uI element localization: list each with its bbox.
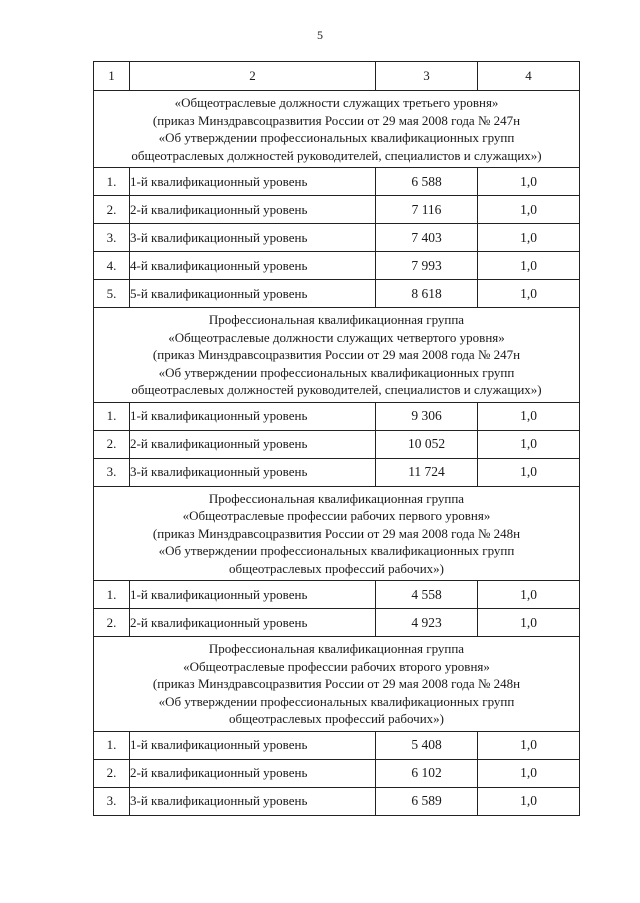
qualification-level: 1-й квалификационный уровень: [130, 731, 376, 759]
table-row: [94, 168, 580, 196]
row-number: 1.: [94, 168, 130, 196]
coefficient-value: 1,0: [478, 402, 580, 430]
qualification-level: 1-й квалификационный уровень: [130, 402, 376, 430]
salary-value: 6 589: [376, 787, 478, 815]
group-title-line: «Общеотраслевые должности служащих четвертого уровня»: [168, 329, 505, 345]
coefficient-value: 1,0: [478, 609, 580, 637]
page-number: 5: [317, 28, 323, 42]
group-title-line: (приказ Минздравсоцразвития России от 29 мая 2008 года № 248н: [152, 676, 521, 691]
group-title-line: «Общеотраслевые должности служащих третьего уровня»: [174, 95, 499, 110]
table-row: [94, 402, 580, 430]
salary-value: 5 408: [376, 731, 478, 759]
row-number: 4.: [94, 252, 130, 280]
salary-value: 6 102: [376, 759, 478, 787]
group-title-line: «Об утверждении профессиональных квалификационных групп: [158, 130, 515, 145]
group-title: [94, 91, 580, 168]
qualification-level: 3-й квалификационный уровень: [130, 224, 376, 252]
group-title: [94, 637, 580, 732]
row-number: 2.: [94, 430, 130, 458]
table-row: [94, 731, 580, 759]
group-header-row: [94, 308, 580, 403]
table-row: [94, 224, 580, 252]
group-header-row: [94, 91, 580, 168]
group-title-line: «Об утверждении профессиональных квалификационных групп: [158, 543, 515, 558]
coefficient-value: 1,0: [478, 168, 580, 196]
column-header-2: 2: [130, 62, 376, 91]
group-title-line: общеотраслевых профессий рабочих»): [228, 711, 445, 726]
group-title-line: (приказ Минздравсоцразвития России от 29 мая 2008 года № 247н: [152, 112, 521, 128]
group-title-line: (приказ Минздравсоцразвития России от 29 мая 2008 года № 248н: [152, 525, 521, 541]
group-title-line: общеотраслевых профессий рабочих»): [228, 560, 445, 576]
table-row: [94, 196, 580, 224]
group-title-line: Профессиональная квалификационная группа: [208, 641, 465, 656]
coefficient-value: 1,0: [478, 787, 580, 815]
coefficient-value: 1,0: [478, 252, 580, 280]
salary-value: 7 993: [376, 252, 478, 280]
group-header-row: [94, 637, 580, 732]
qualification-level: 2-й квалификационный уровень: [130, 609, 376, 637]
row-number: 2.: [94, 759, 130, 787]
salary-table: [93, 61, 580, 816]
group-title-line: «Общеотраслевые профессии рабочих второго уровня»: [183, 658, 490, 674]
salary-value: 7 403: [376, 224, 478, 252]
table-row: [94, 458, 580, 486]
group-header-row: [94, 486, 580, 581]
row-number: 3.: [94, 787, 130, 815]
table-row: [94, 759, 580, 787]
coefficient-value: 1,0: [478, 430, 580, 458]
qualification-level: 2-й квалификационный уровень: [130, 430, 376, 458]
row-number: 1.: [94, 581, 130, 609]
salary-value: 9 306: [376, 402, 478, 430]
qualification-level: 1-й квалификационный уровень: [130, 168, 376, 196]
table-row: [94, 252, 580, 280]
row-number: 5.: [94, 280, 130, 308]
qualification-level: 3-й квалификационный уровень: [130, 458, 376, 486]
qualification-level: 2-й квалификационный уровень: [130, 759, 376, 787]
salary-value: 11 724: [376, 458, 478, 486]
qualification-level: 3-й квалификационный уровень: [130, 787, 376, 815]
group-title-line: «Общеотраслевые профессии рабочих первого уровня»: [182, 508, 491, 523]
salary-value: 6 588: [376, 168, 478, 196]
qualification-level: 5-й квалификационный уровень: [130, 280, 376, 308]
row-number: 2.: [94, 196, 130, 224]
row-number: 1.: [94, 731, 130, 759]
qualification-level: 2-й квалификационный уровень: [130, 196, 376, 224]
table-row: [94, 609, 580, 637]
salary-value: 10 052: [376, 430, 478, 458]
coefficient-value: 1,0: [478, 759, 580, 787]
row-number: 3.: [94, 458, 130, 486]
group-title: [94, 308, 580, 403]
row-number: 1.: [94, 402, 130, 430]
salary-value: 7 116: [376, 196, 478, 224]
salary-value: 4 558: [376, 581, 478, 609]
column-header-row: [94, 62, 580, 91]
group-title-line: Профессиональная квалификационная группа: [208, 312, 465, 327]
column-header-3: 3: [376, 62, 478, 91]
qualification-level: 1-й квалификационный уровень: [130, 581, 376, 609]
column-header-1: 1: [94, 62, 130, 91]
group-title-line: «Об утверждении профессиональных квалификационных групп: [158, 693, 515, 709]
coefficient-value: 1,0: [478, 581, 580, 609]
group-title-line: Профессиональная квалификационная группа: [208, 490, 465, 506]
table-row: [94, 787, 580, 815]
column-header-4: 4: [478, 62, 580, 91]
table-row: [94, 581, 580, 609]
row-number: 3.: [94, 224, 130, 252]
salary-value: 4 923: [376, 609, 478, 637]
group-title-line: (приказ Минздравсоцразвития России от 29 мая 2008 года № 247н: [152, 347, 521, 362]
coefficient-value: 1,0: [478, 458, 580, 486]
group-title-line: «Об утверждении профессиональных квалификационных групп: [158, 364, 515, 380]
coefficient-value: 1,0: [478, 280, 580, 308]
coefficient-value: 1,0: [478, 731, 580, 759]
salary-value: 8 618: [376, 280, 478, 308]
coefficient-value: 1,0: [478, 196, 580, 224]
table-row: [94, 430, 580, 458]
coefficient-value: 1,0: [478, 224, 580, 252]
group-title-line: общеотраслевых должностей руководителей, специалистов и служащих»): [131, 382, 542, 397]
qualification-level: 4-й квалификационный уровень: [130, 252, 376, 280]
table-row: [94, 280, 580, 308]
group-title: [94, 486, 580, 581]
table-body: [94, 62, 580, 816]
row-number: 2.: [94, 609, 130, 637]
group-title-line: общеотраслевых должностей руководителей, специалистов и служащих»): [131, 147, 542, 163]
